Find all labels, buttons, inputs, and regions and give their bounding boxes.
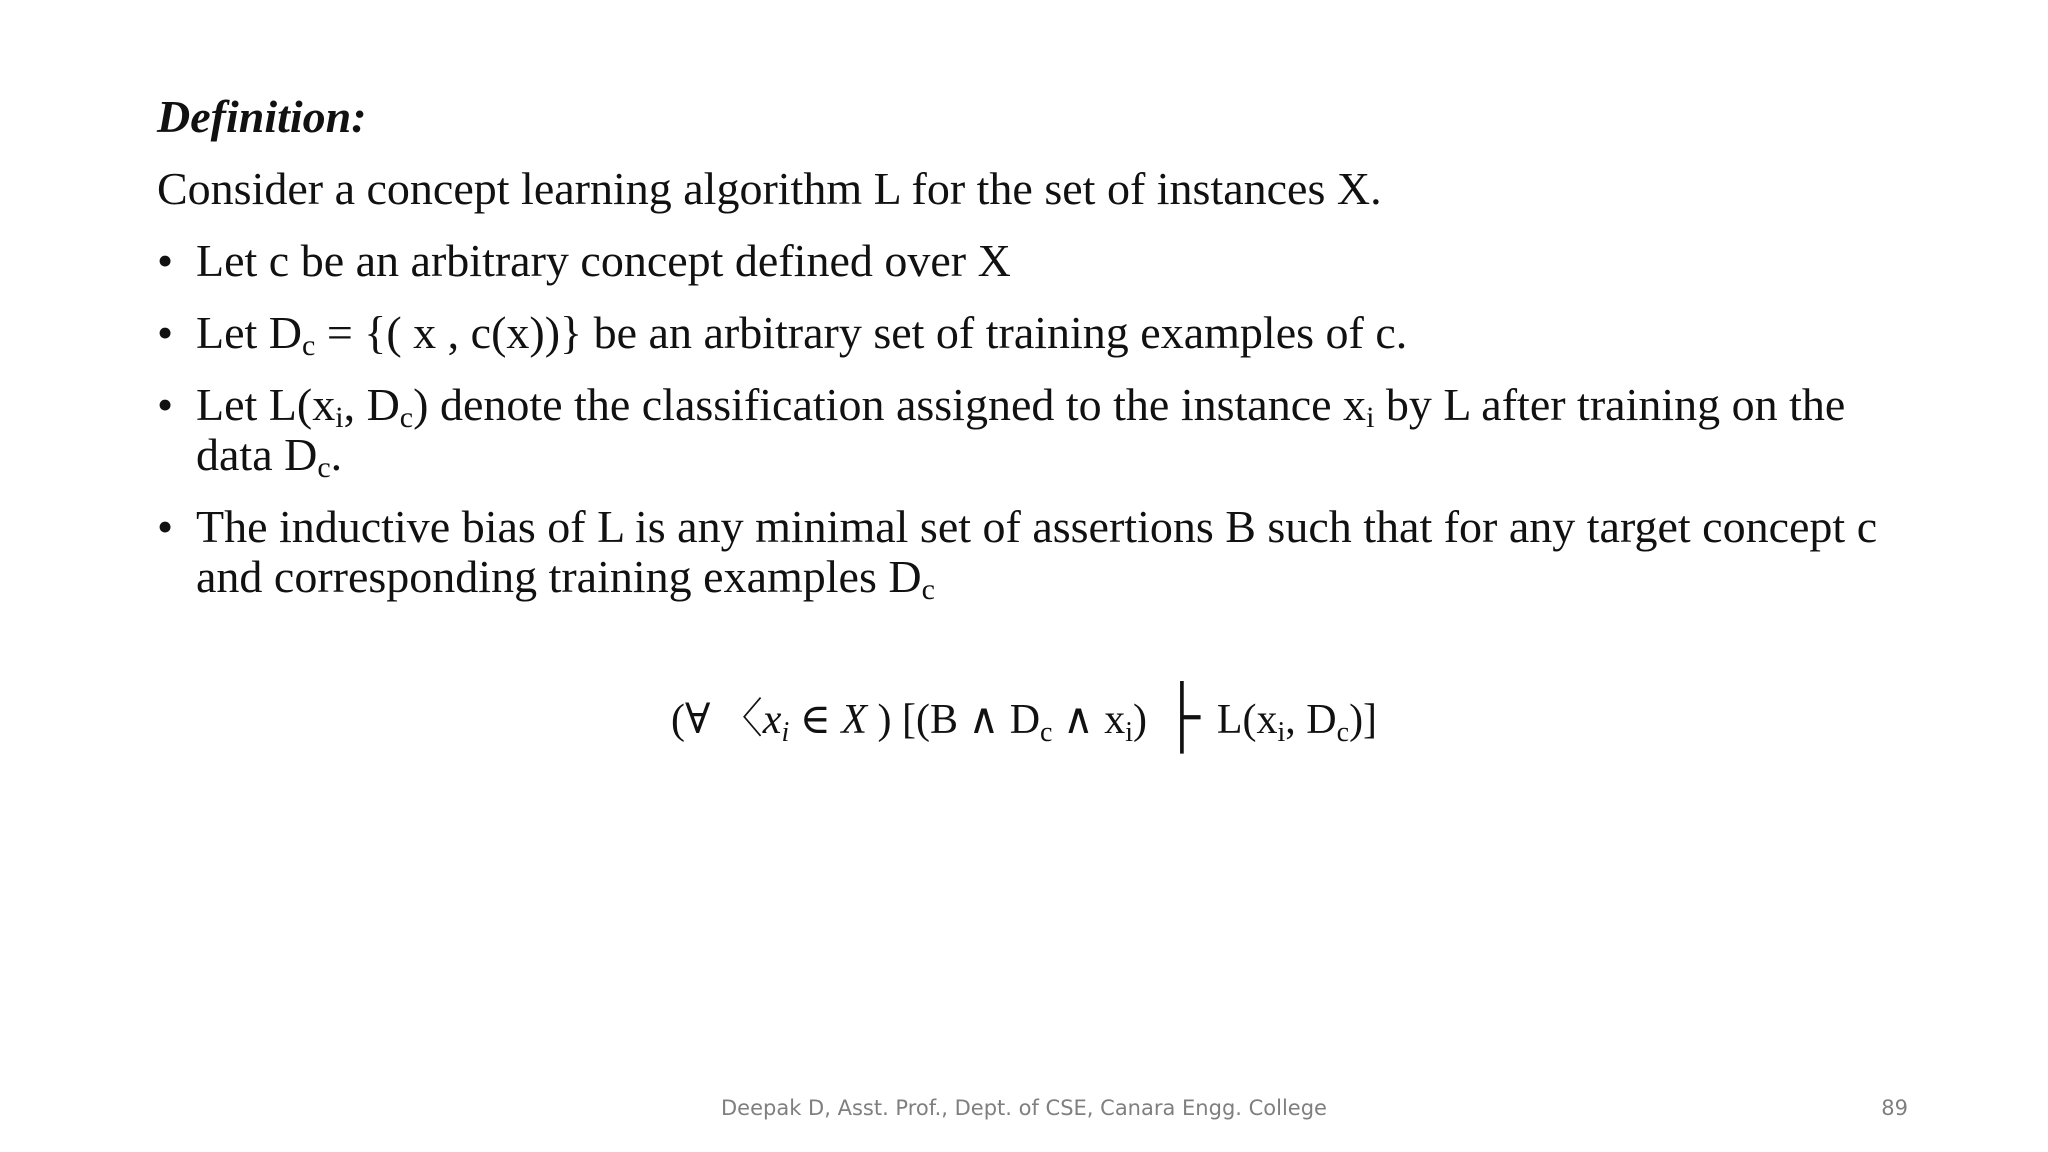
subscript: i <box>1277 717 1286 748</box>
inductive-bias-formula: (∀ 〈$x_i$ ∈ X ) [(B ∧ $D_c$ ∧ $x_i$) ├ $L(x_i$, $D_c$)] <box>670 683 1378 750</box>
subscript: i <box>1366 401 1375 434</box>
subscript: i <box>1125 717 1133 748</box>
bullet-icon: • <box>157 235 174 286</box>
bullet-text: Let c be an arbitrary concept defined over X <box>196 235 1011 286</box>
bullet-text: Let $L(x_i$, $D_c$) denote the classification assigned to the instance $x_i$ by L after training on the data $D_c$. <box>196 379 1846 484</box>
bullet-icon: • <box>157 501 174 552</box>
subscript: c <box>1336 717 1350 748</box>
bullet-item-concept <box>157 236 1917 286</box>
subscript: c <box>1040 717 1053 748</box>
bullet-icon: • <box>157 379 174 430</box>
bullet-text: Let $D_c$ = {( x , c(x))} be an arbitrary set of training examples of c. <box>196 307 1408 362</box>
bullet-item-training-set <box>157 307 1917 362</box>
bullet-list <box>157 235 1917 606</box>
subscript: c <box>302 329 316 362</box>
bullet-icon: • <box>157 307 174 358</box>
bullet-item-classification <box>157 379 1917 484</box>
subscript: i <box>335 401 344 434</box>
subscript: c <box>399 401 414 434</box>
bullet-text: The inductive bias of L is any minimal set of assertions B such that for any target concept c and corresponding training examples $D_c$ <box>196 501 1878 606</box>
intro-text: Consider a concept learning algorithm L for the set of instances X. <box>157 163 1382 214</box>
subscript: c <box>317 451 331 484</box>
slide-footer: Deepak D, Asst. Prof., Dept. of CSE, Canara Engg. College <box>721 1096 1327 1120</box>
page-number: 89 <box>1881 1096 1908 1120</box>
subscript: i <box>781 717 790 748</box>
subscript: c <box>921 573 935 606</box>
slide-content <box>157 92 1917 624</box>
bullet-item-inductive-bias <box>157 501 1917 606</box>
turnstile-symbol: ├ <box>1163 683 1201 750</box>
definition-heading: Definition: <box>157 91 367 142</box>
